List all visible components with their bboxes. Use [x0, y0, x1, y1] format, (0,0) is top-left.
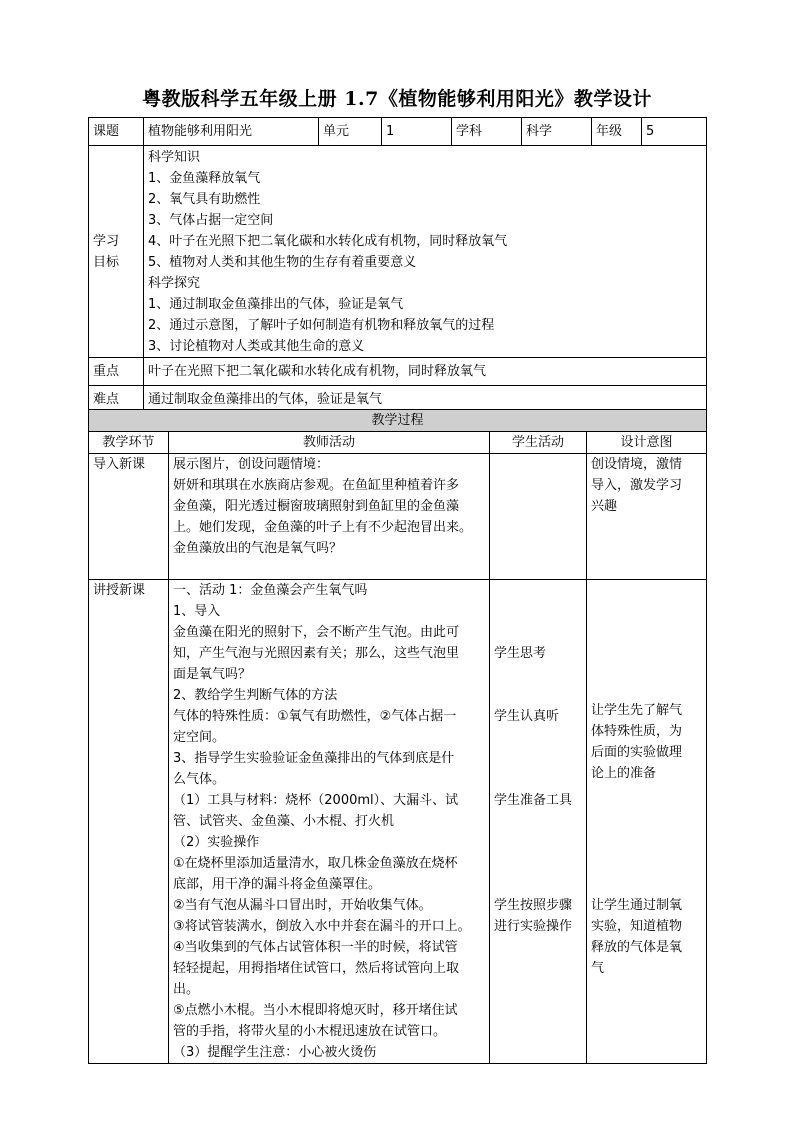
text-line: 金鱼藻放出的气泡是氧气吗？	[173, 541, 343, 556]
text-line: 兴趣	[591, 499, 618, 514]
intro-design-intent	[587, 454, 707, 580]
text-line: 金鱼藻，阳光透过橱窗玻璃照射到鱼缸里的金鱼藻	[173, 499, 460, 514]
goal-line: 5、植物对人类和其他生物的生存有着重要意义	[148, 255, 417, 270]
text-line: 让学生通过制氧	[591, 898, 683, 913]
column-student: 学生活动	[490, 432, 587, 454]
teach-teacher-activity	[169, 580, 490, 1064]
intro-student-activity	[490, 454, 587, 580]
text-line: 导入，激发学习	[591, 478, 683, 493]
goals-label-line-1: 学习	[93, 233, 120, 249]
topic-label: 课题	[89, 118, 144, 146]
text-line: 论上的准备	[591, 766, 657, 781]
goals-label	[89, 146, 144, 358]
text-line: 后面的实验做理	[591, 745, 683, 760]
text-line: 3、指导学生实验验证金鱼藻排出的气体到底是什	[173, 751, 455, 766]
text-line: 气	[591, 961, 605, 976]
teaching-process-table	[88, 409, 707, 1064]
text-line: 学生思考	[494, 646, 547, 661]
subject-label: 学科	[452, 118, 522, 146]
teach-stage: 讲授新课	[89, 580, 169, 1064]
intro-stage: 导入新课	[89, 454, 169, 580]
goal-line: 1、通过制取金鱼藻排出的气体，验证是氧气	[148, 297, 404, 312]
text-line: 底部，用干净的漏斗将金鱼藻罩住。	[173, 877, 382, 892]
text-line: 2、教给学生判断气体的方法	[173, 688, 338, 703]
grade-value: 5	[642, 118, 707, 146]
text-line: 学生按照步骤	[494, 898, 573, 913]
text-line: （3）提醒学生注意：小心被火烫伤	[173, 1045, 377, 1060]
text-line: ①在烧杯里添加适量清水，取几株金鱼藻放在烧杯	[173, 856, 458, 871]
text-line: （2）实验操作	[173, 835, 260, 850]
intro-teacher-activity	[169, 454, 490, 580]
text-line: 么气体。	[173, 772, 226, 787]
text-line: ②当有气泡从漏斗口冒出时，开始收集气体。	[173, 898, 432, 913]
key-point-label: 重点	[89, 358, 144, 386]
text-line: 上。她们发现，金鱼藻的叶子上有不少起泡冒出来。	[173, 520, 473, 535]
goal-line: 科学探究	[148, 276, 201, 291]
text-line: （1）工具与材料：烧杯（2000ml）、大漏斗、试	[173, 793, 459, 808]
difficult-point-value: 通过制取金鱼藻排出的气体，验证是氧气	[144, 386, 707, 414]
text-line: 一、活动 1：金鱼藻会产生氧气吗	[173, 583, 368, 598]
column-stage: 教学环节	[89, 432, 169, 454]
goal-line: 2、通过示意图，了解叶子如何制造有机物和释放氧气的过程	[148, 318, 495, 333]
page-title: 粤教版科学五年级上册 1.7《植物能够利用阳光》教学设计	[142, 88, 652, 110]
difficult-point-label: 难点	[89, 386, 144, 414]
text-line: 知，产生气泡与光照因素有关；那么，这些气泡里	[173, 646, 460, 661]
text-line: 进行实验操作	[494, 919, 573, 934]
text-line: 1、导入	[173, 604, 221, 619]
text-line: 出。	[173, 982, 200, 997]
text-line: 轻轻提起，用拇指堵住试管口，然后将试管向上取	[173, 961, 460, 976]
topic-value: 植物能够利用阳光	[144, 118, 319, 146]
text-line: ⑤点燃小木棍。当小木棍即将熄灭时，移开堵住试	[173, 1003, 458, 1018]
unit-label: 单元	[319, 118, 382, 146]
text-line: 体特殊性质，为	[591, 724, 683, 739]
column-intent: 设计意图	[587, 432, 707, 454]
text-line: 气体的特殊性质：①氧气有助燃性，②气体占据一	[173, 709, 457, 724]
goal-line: 3、讨论植物对人类或其他生命的意义	[148, 339, 365, 354]
subject-value: 科学	[522, 118, 592, 146]
goal-line: 科学知识	[148, 150, 201, 165]
text-line: 金鱼藻在阳光的照射下，会不断产生气泡。由此可	[173, 625, 460, 640]
column-teacher: 教师活动	[169, 432, 490, 454]
text-line: 管、试管夹、金鱼藻、小木棍、打火机	[173, 814, 395, 829]
key-point-value: 叶子在光照下把二氧化碳和水转化成有机物，同时释放氧气	[144, 358, 707, 386]
text-line: 管的手指，将带火星的小木棍迅速放在试管口。	[173, 1024, 447, 1039]
lesson-info-table	[88, 117, 707, 414]
teach-student-activity	[490, 580, 587, 1064]
text-line: 释放的气体是氧	[591, 940, 683, 955]
text-line: 学生认真听	[494, 709, 560, 724]
goals-label-line-2: 目标	[93, 254, 120, 270]
grade-label: 年级	[592, 118, 642, 146]
text-line: ④当收集到的气体占试管体积一半的时候，将试管	[173, 940, 458, 955]
text-line: 妍妍和琪琪在水族商店参观。在鱼缸里种植着许多	[173, 478, 460, 493]
unit-value: 1	[382, 118, 452, 146]
teach-design-intent	[587, 580, 707, 1064]
text-line: 实验，知道植物	[591, 919, 683, 934]
text-line: 让学生先了解气	[591, 703, 683, 718]
goals-content	[144, 146, 707, 358]
goal-line: 4、叶子在光照下把二氧化碳和水转化成有机物，同时释放氧气	[148, 234, 508, 249]
text-line: 学生准备工具	[494, 793, 573, 808]
text-line: 创设情境，激情	[591, 457, 683, 472]
text-line: ③将试管装满水，倒放入水中并套在漏斗的开口上。	[173, 919, 471, 934]
text-line: 定空间。	[173, 730, 226, 745]
text-line: 展示图片，创设问题情境：	[173, 457, 330, 472]
process-header: 教学过程	[89, 410, 707, 432]
goal-line: 3、气体占据一定空间	[148, 213, 274, 228]
goal-line: 1、金鱼藻释放氧气	[148, 171, 261, 186]
goal-line: 2、氧气具有助燃性	[148, 192, 261, 207]
text-line: 面是氧气吗？	[173, 667, 252, 682]
